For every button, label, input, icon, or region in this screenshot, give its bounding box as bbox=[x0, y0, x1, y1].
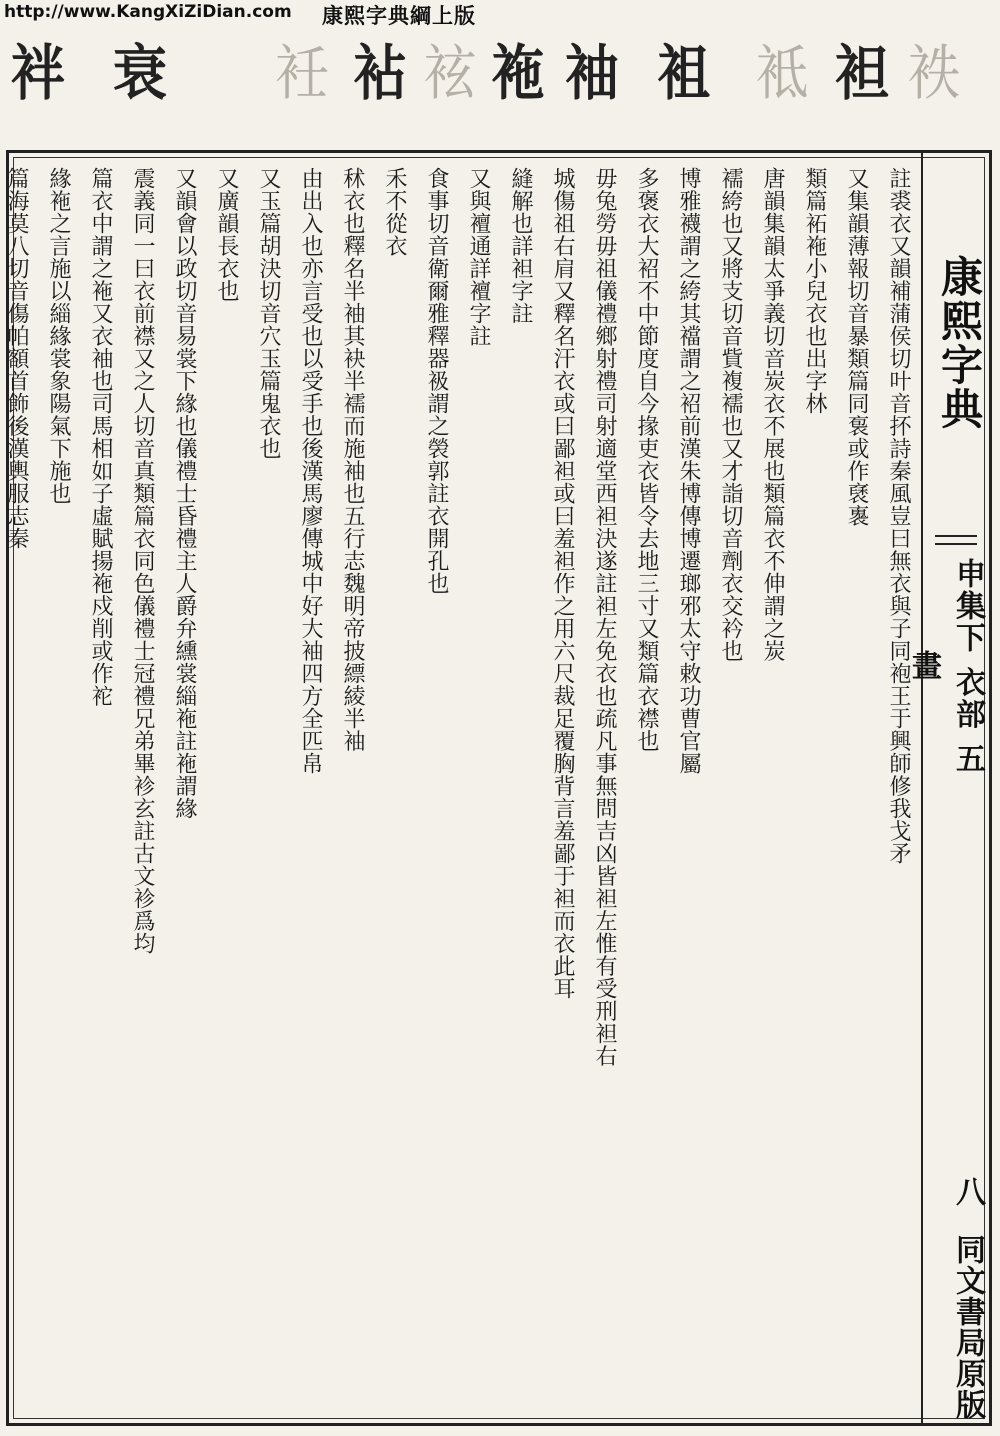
text-column: 縫解也詳袒字註 bbox=[508, 167, 533, 325]
text-column: 又與襢通詳襢字註 bbox=[466, 167, 491, 347]
double-rule-divider bbox=[935, 535, 977, 545]
text-column: 篇海莫八切音傷帕額首飾後漢輿服志秦 bbox=[4, 167, 29, 550]
seal-glyph: 袖 bbox=[565, 39, 619, 109]
seal-script-row bbox=[0, 26, 1000, 126]
dictionary-title: 康熙字典 bbox=[935, 255, 984, 431]
seal-glyph: 衽 bbox=[275, 39, 329, 109]
page-number: 八 bbox=[950, 1176, 985, 1206]
text-column: 又韻會以政切音易裳下緣也儀禮士昏禮主人爵弁纁裳緇袘註袘謂緣 bbox=[172, 167, 197, 820]
seal-glyph: 袘 bbox=[491, 39, 545, 109]
text-column: 博雅襪謂之絝其襠謂之袑前漢朱博傳博遷瑯邪太守敕功曹官屬 bbox=[676, 167, 701, 775]
text-column: 震義同一曰衣前襟又之人切音真類篇衣同色儀禮士冠禮兄弟畢袗玄註古文袗爲均 bbox=[130, 167, 155, 955]
section-label: 申集下 衣部 五畫 bbox=[906, 557, 985, 775]
text-column: 多褒衣大袑不中節度自今掾吏衣皆令去地三寸又類篇衣襟也 bbox=[634, 167, 659, 752]
text-column: 秫衣也釋名半袖其袂半襦而施袖也五行志魏明帝披縹綾半袖 bbox=[340, 167, 365, 752]
text-column: 註裘衣又韻補蒲侯切叶音抔詩秦風豈曰無衣與子同袍王于興師修我戈矛 bbox=[886, 167, 911, 865]
text-column: 由出入也亦言受也以受手也後漢馬廖傳城中好大袖四方全匹帛 bbox=[298, 167, 323, 775]
text-column: 類篇袥袘小兒衣也出字林 bbox=[802, 167, 827, 415]
seal-glyph: 袟 bbox=[907, 39, 961, 109]
text-column: 食事切音衛爾雅釋器衱謂之褮郭註衣開孔也 bbox=[424, 167, 449, 595]
side-panel bbox=[906, 153, 989, 1423]
seal-glyph: 袩 bbox=[353, 39, 407, 109]
text-column: 緣袘之言施以緇緣裳象陽氣下施也 bbox=[46, 167, 71, 505]
text-column: 篇衣中謂之袘又衣袖也司馬相如子虛賦揚袘戍削或作袉 bbox=[88, 167, 113, 707]
text-column: 唐韻集韻太爭義切音炭衣不展也類篇衣不伸謂之炭 bbox=[760, 167, 785, 662]
text-column: 又廣韻長衣也 bbox=[214, 167, 239, 302]
seal-glyph: 袨 bbox=[423, 39, 477, 109]
publisher-label: 同文書局原版 bbox=[950, 1234, 985, 1420]
text-column: 禾不從衣 bbox=[382, 167, 407, 257]
text-column: 又集韻薄報切音暴類篇同袌或作褎褢 bbox=[844, 167, 869, 527]
text-column: 襦絝也又將支切音貲複襦也又才詣切音劑衣交衿也 bbox=[718, 167, 743, 662]
page-header bbox=[0, 0, 1000, 26]
text-column: 又玉篇胡決切音穴玉篇鬼衣也 bbox=[256, 167, 281, 460]
seal-glyph: 袒 bbox=[835, 39, 889, 109]
seal-glyph: 袛 bbox=[755, 39, 809, 109]
seal-glyph: 衰 bbox=[113, 39, 167, 109]
dictionary-text-columns bbox=[4, 157, 919, 1419]
text-column: 毋兔勞毋祖儀禮鄉射禮司射適堂西袒決遂註袒左免衣也疏凡事無問吉凶皆袒左惟有受刑袒右 bbox=[592, 167, 617, 1067]
seal-glyph: 袓 bbox=[657, 39, 711, 109]
text-column: 城傷祖右肩又釋名汗衣或曰鄙袒或曰羞袒作之用六尺裁足覆胸背言羞鄙于袒而衣此耳 bbox=[550, 167, 575, 1000]
dictionary-page-frame bbox=[6, 150, 992, 1426]
site-url[interactable]: http://www.KangXiZiDian.com bbox=[4, 2, 292, 22]
edition-title: 康熙字典綱上版 bbox=[322, 3, 476, 28]
seal-glyph: 袢 bbox=[11, 39, 65, 109]
